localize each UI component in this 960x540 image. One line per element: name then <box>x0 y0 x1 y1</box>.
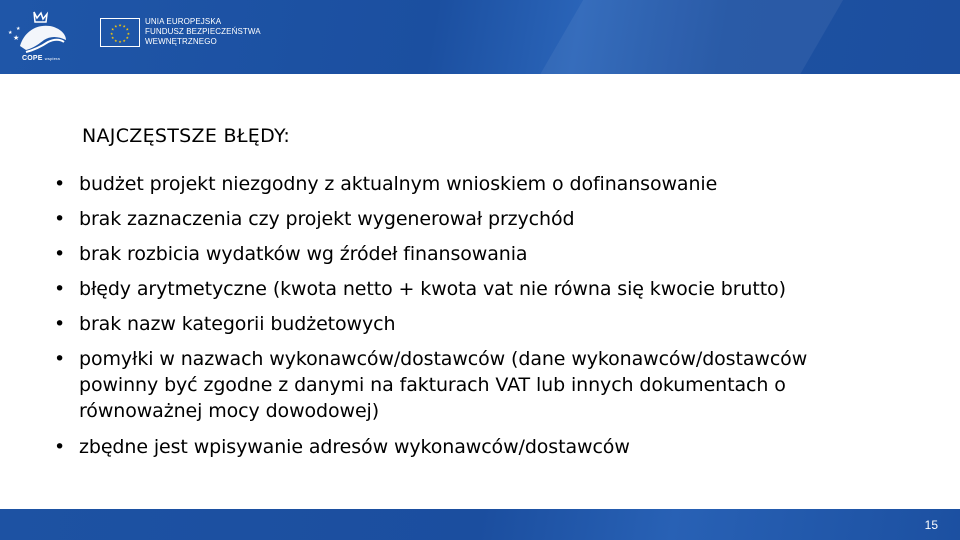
bullet-icon: • <box>54 243 66 265</box>
list-item: • błędy arytmetyczne (kwota netto + kwota vat nie równa się kwocie brutto) <box>54 278 786 300</box>
eu-flag-icon <box>100 18 140 47</box>
svg-text:★: ★ <box>13 34 20 42</box>
page-number: 15 <box>924 518 938 532</box>
svg-text:★: ★ <box>111 36 115 41</box>
svg-text:★: ★ <box>122 39 126 44</box>
svg-text:★: ★ <box>118 40 122 45</box>
svg-text:★: ★ <box>118 23 122 28</box>
list-item: • pomyłki w nazwach wykonawców/dostawców (dane wykonawców/dostawców powinny być zgodne z danymi na fakturach VAT lub innych dokumentach o równoważnej mocy dowodowej) <box>54 348 808 422</box>
list-item: • brak nazw kategorii budżetowych <box>54 313 396 335</box>
bullet-icon: • <box>54 436 66 458</box>
bullet-icon: • <box>54 208 66 230</box>
error-list <box>54 171 874 469</box>
footer-band <box>0 509 960 540</box>
svg-text:★: ★ <box>125 36 129 41</box>
header-sheen <box>525 0 854 74</box>
list-item: • budżet projekt niezgodny z aktualnym wnioskiem o dofinansowanie <box>54 173 718 195</box>
svg-text:★: ★ <box>122 24 126 29</box>
svg-text:★: ★ <box>125 27 129 32</box>
slide-title: NAJCZĘSTSZE BŁĘDY: <box>82 125 291 147</box>
svg-text:★: ★ <box>114 24 118 29</box>
bullet-icon: • <box>54 278 66 300</box>
svg-text:★: ★ <box>8 30 13 36</box>
bullet-icon: • <box>54 313 66 335</box>
bullet-icon: • <box>54 173 66 195</box>
list-item: • zbędne jest wpisywanie adresów wykonawców/dostawców <box>54 436 630 458</box>
eu-fund-label: UNIA EUROPEJSKA FUNDUSZ BEZPIECZEŃSTWA WEWNĘTRZNEGO <box>145 17 261 46</box>
svg-text:★: ★ <box>16 26 21 32</box>
svg-text:★: ★ <box>126 31 131 36</box>
svg-text:★: ★ <box>114 39 118 44</box>
svg-text:★: ★ <box>109 31 114 36</box>
list-item: • brak zaznaczenia czy projekt wygenerował przychód <box>54 208 575 230</box>
list-item: • brak rozbicia wydatków wg źródeł finansowania <box>54 243 528 265</box>
svg-text:★: ★ <box>111 27 115 32</box>
header-band <box>0 0 960 74</box>
bullet-icon: • <box>54 348 66 370</box>
cope-logo-label: COPE wspiera <box>22 55 60 62</box>
